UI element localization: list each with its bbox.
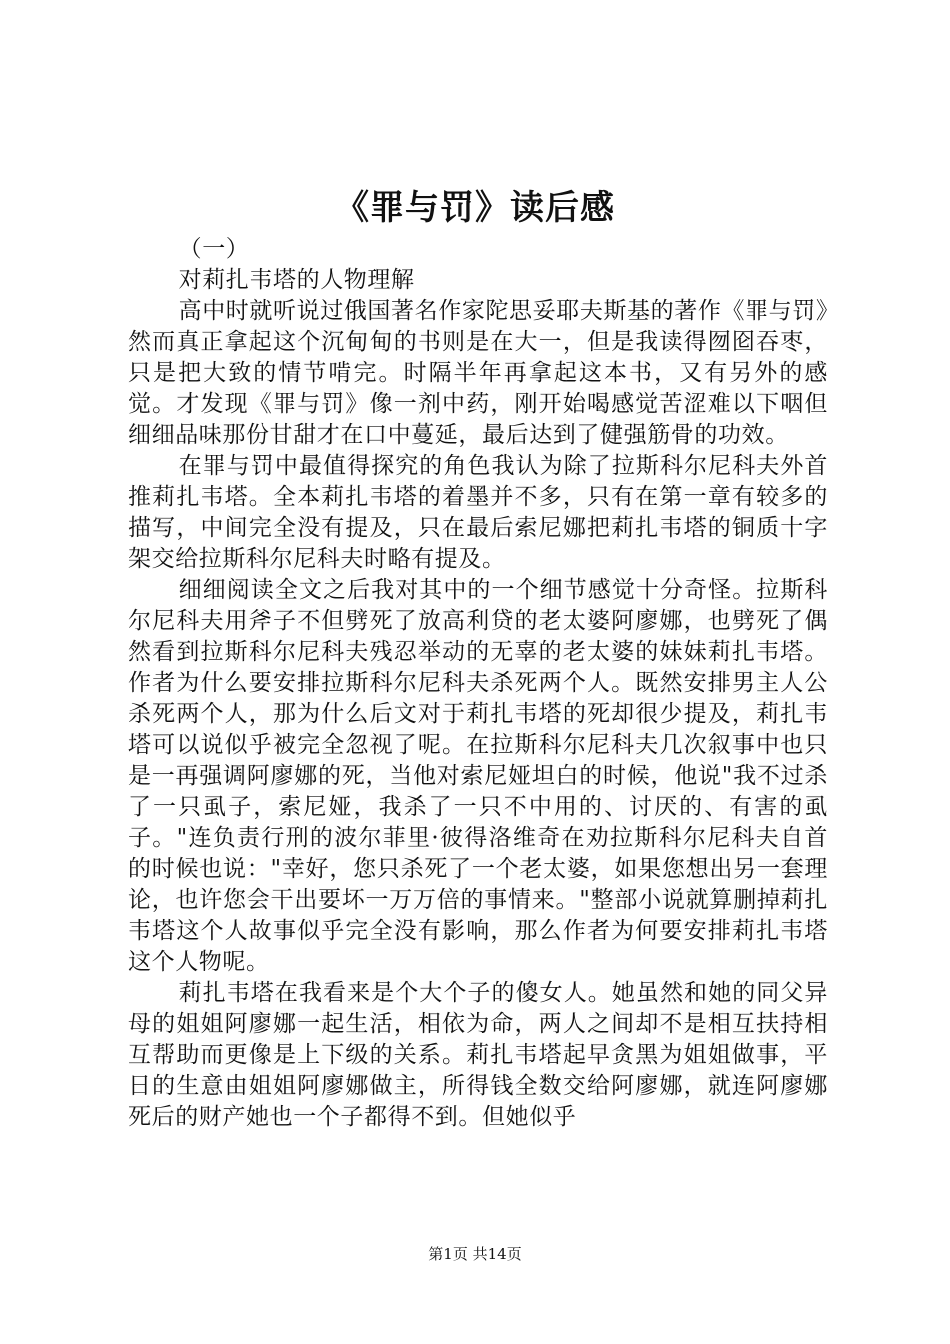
paragraph-1: 高中时就听说过俄国著名作家陀思妥耶夫斯基的著作《罪与罚》然而真正拿起这个沉甸甸的书则是在大一，但是我读得囫囵吞枣，只是把大致的情节啃完。时隔半年再拿起这本书，又有另外的感觉。才发现《罪与罚》像一剂中药，刚开始喝感觉苦涩难以下咽但细细品味那份甘甜才在口中蔓延，最后达到了健强筋骨的功效。 xyxy=(128,298,828,448)
paragraph-3: 细细阅读全文之后我对其中的一个细节感觉十分奇怪。拉斯科尔尼科夫用斧子不但劈死了放高利贷的老太婆阿廖娜，也劈死了偶然看到拉斯科尔尼科夫残忍举动的无辜的老太婆的妹妹莉扎韦塔。作者为什么要安排拉斯科尔尼科夫杀死两个人。既然安排男主人公杀死两个人，那为什么后文对于莉扎韦塔的死却很少提及，莉扎韦塔可以说似乎被完全忽视了呢。在拉斯科尔尼科夫几次叙事中也只是一再强调阿廖娜的死，当他对索尼娅坦白的时候，他说"我不过杀了一只虱子，索尼娅，我杀了一只不中用的、讨厌的、有害的虱子。"连负责行刑的波尔菲里·彼得洛维奇在劝拉斯科尔尼科夫自首的时候也说："幸好，您只杀死了一个老太婆，如果您想出另一套理论，也许您会干出要坏一万万倍的事情来。"整部小说就算删掉莉扎韦塔这个人故事似乎完全没有影响，那么作者为何要安排莉扎韦塔这个人物呢。 xyxy=(128,577,828,975)
section-subtitle: 对莉扎韦塔的人物理解 xyxy=(178,267,415,293)
document-body xyxy=(128,234,828,1133)
paragraph-4: 莉扎韦塔在我看来是个大个子的傻女人。她虽然和她的同父异母的姐姐阿廖娜一起生活，相依为命，两人之间却不是相互扶持相互帮助而更像是上下级的关系。莉扎韦塔起早贪黑为姐姐做事，平日的生意由姐姐阿廖娜做主，所得钱全数交给阿廖娜，就连阿廖娜死后的财产她也一个子都得不到。但她似乎 xyxy=(128,980,828,1130)
document-title: 《罪与罚》读后感 xyxy=(335,188,615,228)
paragraph-2: 在罪与罚中最值得探究的角色我认为除了拉斯科尔尼科夫外首推莉扎韦塔。全本莉扎韦塔的着墨并不多，只有在第一章有较多的描写，中间完全没有提及，只在最后索尼娜把莉扎韦塔的铜质十字架交给拉斯科尔尼科夫时略有提及。 xyxy=(128,453,828,572)
page-footer: 第1页 共14页 xyxy=(428,1245,522,1263)
section-marker: （一） xyxy=(178,236,250,262)
